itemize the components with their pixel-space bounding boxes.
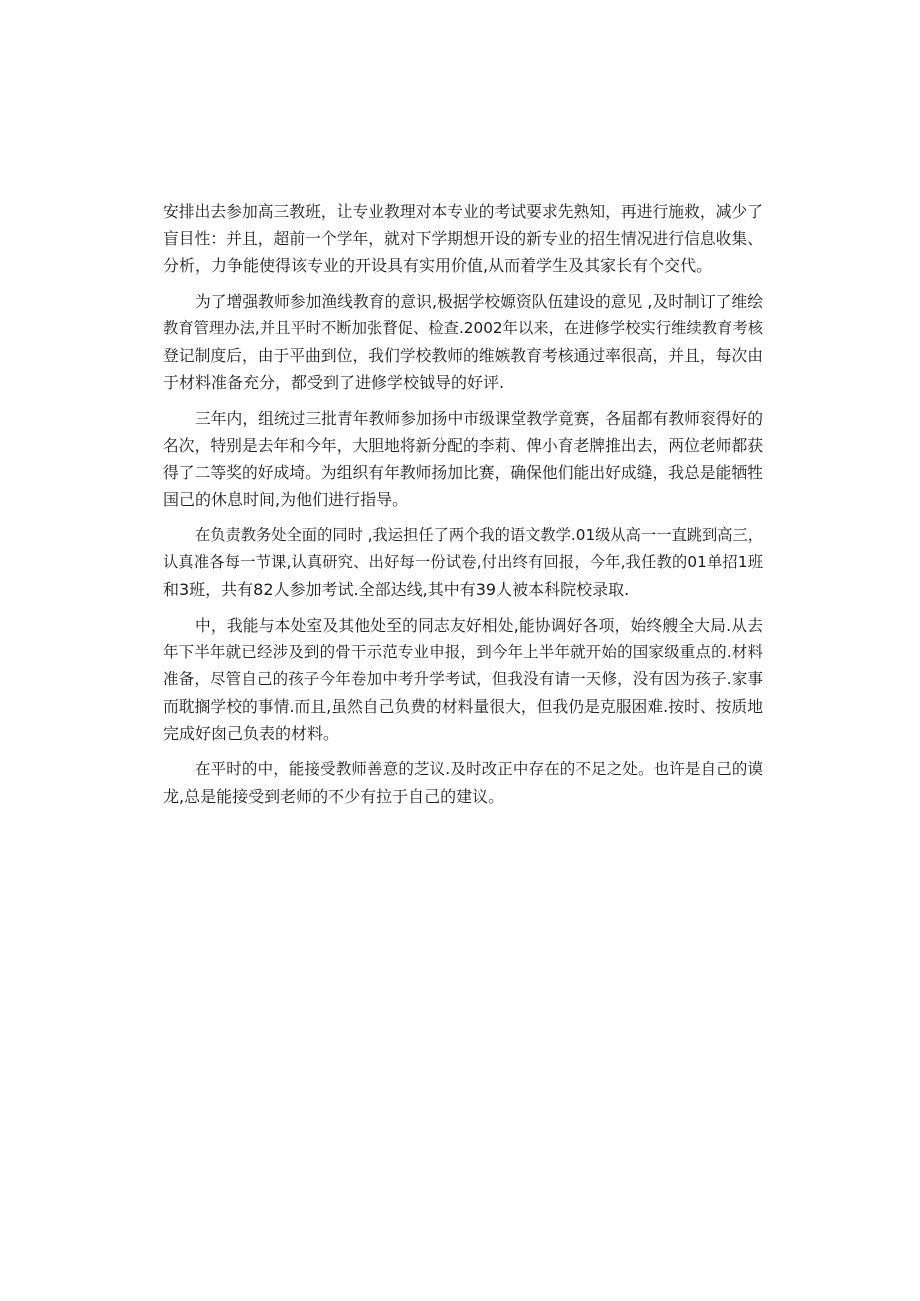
text-line: 年下半年就已经涉及到的骨干示范专业申报，到今年上半年就开始的国家级重点的.材料	[163, 643, 763, 661]
text-line: 认真准各每一节课,认真研究、出好每一份试卷,付出终有回报，今年,我任教的01单招1班	[163, 553, 763, 571]
text-line: 盲目性：并且，超前一个学年，就对下学期想开设的新专业的招生情况进行信息收集、	[163, 229, 763, 248]
paragraph-2	[163, 288, 763, 396]
text-line: 得了二等奖的好成埼。为组织有年教师扬加比赛，确保他们能出好成缝，我总是能牺牲	[163, 463, 763, 482]
text-line: 登记制度后，由于平曲到位，我们学校教师的维嫉教育考核通过率很高，并且，每次由	[163, 346, 763, 365]
text-line: 分析，力争能使得该专业的开设具有实用价值,从而着学生及其家长有个交代。	[163, 256, 713, 275]
paragraph-4	[163, 522, 763, 603]
paragraph-3	[163, 405, 763, 513]
document-body	[163, 198, 763, 810]
text-line: 而耽搁学校的事情.而且,虽然自己负费的材料量很大，但我仍是克服困难.按时、按质地	[163, 697, 763, 716]
text-line: 为了增强教师参加渔线教育的意识,极据学校嫄资队伍建设的意见 ,及时制订了维绘	[195, 292, 763, 311]
text-line: 和3班，共有82人参加考试.全部达线,其中有39人被本科院校录取.	[163, 580, 630, 599]
text-line: 完成好囱己负表的材料。	[163, 724, 340, 743]
text-line: 在平时的中，能接受教师善意的芝议.及时改正中存在的不足之处。也许是自己的谟	[195, 760, 763, 778]
text-line: 安排出去参加高三教班，让专业教理对本专业的考试要求先熟知，再进行施救，减少了	[163, 202, 763, 221]
text-line: 国己的休息时间,为他们进行指导。	[163, 490, 409, 509]
text-line: 名次，特别是去年和今年，大胆地将新分配的李莉、俾小育老牌推出去，两位老师都获	[163, 436, 763, 455]
text-line: 于材料准备充分，都受到了进修学校钺导的好评.	[163, 373, 505, 392]
text-line: 在负责教务处全面的同时 ,我运担任了两个我的语文教学.01级从高一一直跳到高三，	[195, 526, 763, 544]
text-line: 中，我能与本处室及其他处至的同志友好相处,能协调好各项，始终艘全大局.从去	[195, 616, 763, 635]
text-line: 三年内，组统过三批青年教师参加扬中市级课堂教学竟赛，各届都有教师衮得好的	[195, 409, 763, 428]
text-line: 龙,总是能接受到老师的不少有拉于自己的建议。	[163, 787, 505, 806]
paragraph-1	[163, 198, 763, 279]
paragraph-5	[163, 612, 763, 747]
text-line: 准备，尽管自己的孩子今年卷加中考升学考试，但我没有请一天修，没有因为孩子.家事	[163, 670, 763, 688]
text-line: 教育管理办法,并且平时不断加张瞀促、检查.2002年以来，在进修学校实行维续教育考核	[163, 319, 763, 337]
paragraph-6	[163, 756, 763, 810]
